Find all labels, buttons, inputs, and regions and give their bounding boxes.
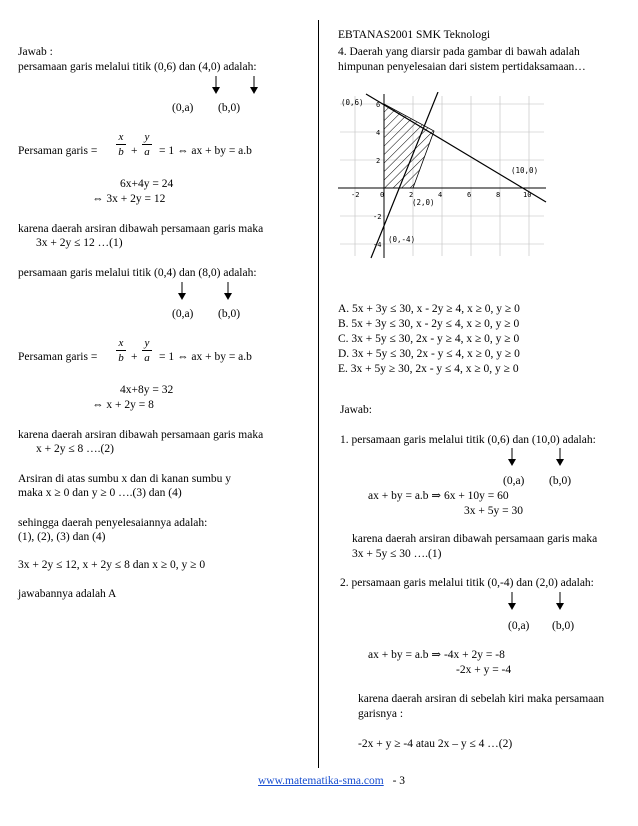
grid (340, 96, 544, 256)
point-a-label: (0,a) (508, 620, 530, 632)
line1-title: persamaan garis melalui titik (0,6) dan (4,0) adalah: (18, 61, 257, 73)
numerator: y (144, 131, 150, 143)
equation: -2x + y = -4 (456, 664, 512, 676)
tick-label-y: -2 (373, 213, 382, 221)
inequality-2: x + 2y ≤ 8 ….(2) (36, 443, 114, 455)
denominator: b (118, 352, 124, 364)
equation: ⇔ 3x + 2y = 12 (92, 193, 166, 205)
question-text: himpunan penyelesaian dari sistem pertidaksamaan… (338, 61, 586, 73)
point-label-10-0: (10,0) (511, 166, 539, 175)
plus-sign: + (131, 351, 138, 363)
fraction-y-over-a (142, 131, 152, 158)
question-text: 4. Daerah yang diarsir pada gambar di bawah adalah (338, 46, 580, 58)
fraction-y-over-a (142, 337, 152, 364)
tick-label-y: 4 (376, 129, 381, 137)
point-b-label: (b,0) (218, 102, 241, 114)
down-arrow-icon (212, 76, 220, 94)
exam-header: EBTANAS2001 SMK Teknologi (338, 29, 491, 41)
tick-label-x: -2 (351, 191, 360, 199)
down-arrow-icon (508, 448, 516, 466)
down-arrow-icon (508, 592, 516, 610)
point-label-0-6: (0,6) (341, 98, 364, 107)
note-text: karena daerah arsiran di sebelah kiri maka persamaan (358, 693, 605, 705)
note-text: garisnya : (358, 708, 404, 720)
option-e: E. 3x + 5y ≥ 30, 2x - y ≤ 4, x ≥ 0, y ≥ 0 (338, 363, 519, 375)
point-b-label: (b,0) (552, 620, 575, 632)
persamaan-label: Persaman garis = (18, 145, 98, 157)
equation: ⇔ x + 2y = 8 (92, 399, 154, 411)
line2-title: persamaan garis melalui titik (0,4) dan (8,0) adalah: (18, 267, 257, 279)
down-arrow-icon (556, 592, 564, 610)
note-text: karena daerah arsiran dibawah persamaan garis maka (352, 533, 598, 545)
denominator: a (144, 146, 150, 158)
jawab-label: Jawab : (18, 46, 53, 58)
inequality-3-4: maka x ≥ 0 dan y ≥ 0 ….(3) dan (4) (18, 487, 182, 499)
point-a-label: (0,a) (172, 102, 194, 114)
fraction-x-over-b (116, 131, 126, 158)
equation: 3x + 5y = 30 (464, 505, 523, 517)
point-b-label: (b,0) (218, 308, 241, 320)
plus-sign: + (131, 145, 138, 157)
inequality-1: 3x + 2y ≤ 12 …(1) (36, 237, 123, 249)
numerator: x (118, 337, 124, 349)
tick-label-x: 6 (467, 191, 472, 199)
numerator: y (144, 337, 150, 349)
tick-label-x: 2 (409, 191, 414, 199)
down-arrow-icon (250, 76, 258, 94)
answer-text: jawabannya adalah A (18, 588, 117, 600)
note-text: sehingga daerah penyelesaiannya adalah: (18, 517, 208, 529)
footer (258, 774, 405, 788)
equation-general: = 1 ⇔ ax + by = a.b (159, 145, 252, 157)
tick-label-x: 0 (380, 191, 385, 199)
tick-label-y: -4 (373, 241, 382, 249)
equation-general: = 1 ⇔ ax + by = a.b (159, 351, 252, 363)
option-d: D. 3x + 5y ≤ 30, 2x - y ≤ 4, x ≥ 0, y ≥ 0 (338, 348, 520, 360)
tick-label-y: 2 (376, 157, 381, 165)
jawab-label: Jawab: (340, 404, 372, 416)
point-a-label: (0,a) (503, 475, 525, 487)
solution-region-graph (336, 92, 548, 260)
numerator: x (118, 131, 124, 143)
point-b-label: (b,0) (549, 475, 572, 487)
point-label-2-0: (2,0) (412, 198, 435, 207)
option-c: C. 3x + 5y ≤ 30, 2x - y ≥ 4, x ≥ 0, y ≥ 0 (338, 333, 520, 345)
equation: ax + by = a.b ⇒ -4x + 2y = -8 (368, 649, 505, 661)
inequality-system: 3x + 2y ≤ 12, x + 2y ≤ 8 dan x ≥ 0, y ≥ 0 (18, 559, 206, 571)
point-a-label: (0,a) (172, 308, 194, 320)
equation: ax + by = a.b ⇒ 6x + 10y = 60 (368, 490, 509, 502)
down-arrow-icon (178, 282, 186, 300)
step2-title: 2. persamaan garis melalui titik (0,-4) dan (2,0) adalah: (340, 577, 594, 589)
persamaan-label: Persaman garis = (18, 351, 98, 363)
inequality-2: -2x + y ≥ -4 atau 2x – y ≤ 4 …(2) (358, 738, 513, 750)
down-arrow-icon (556, 448, 564, 466)
tick-label-y: 6 (376, 101, 381, 109)
tick-label-x: 10 (523, 191, 532, 199)
denominator: b (118, 146, 124, 158)
footer-website-link[interactable]: www.matematika-sma.com (258, 775, 384, 787)
page-number: - 3 (392, 775, 406, 787)
note-text: karena daerah arsiran dibawah persamaan garis maka (18, 429, 264, 441)
tick-label-x: 4 (438, 191, 443, 199)
denominator: a (144, 352, 150, 364)
option-b: B. 5x + 3y ≤ 30, x - 2y ≤ 4, x ≥ 0, y ≥ 0 (338, 318, 520, 330)
down-arrow-icon (224, 282, 232, 300)
step1-title: 1. persamaan garis melalui titik (0,6) dan (10,0) adalah: (340, 434, 596, 446)
constraint-list: (1), (2), (3) dan (4) (18, 531, 106, 543)
tick-label-x: 8 (496, 191, 501, 199)
option-a: A. 5x + 3y ≤ 30, x - 2y ≥ 4, x ≥ 0, y ≥ 0 (338, 303, 520, 315)
note-text: karena daerah arsiran dibawah persamaan garis maka (18, 223, 264, 235)
point-label-0-m4: (0,-4) (388, 235, 416, 244)
equation: 6x+4y = 24 (120, 178, 174, 190)
column-divider (318, 20, 319, 768)
inequality-1: 3x + 5y ≤ 30 ….(1) (352, 548, 442, 560)
note-text: Arsiran di atas sumbu x dan di kanan sumbu y (18, 473, 232, 485)
fraction-x-over-b (116, 337, 126, 364)
equation: 4x+8y = 32 (120, 384, 174, 396)
shaded-region (384, 104, 434, 188)
